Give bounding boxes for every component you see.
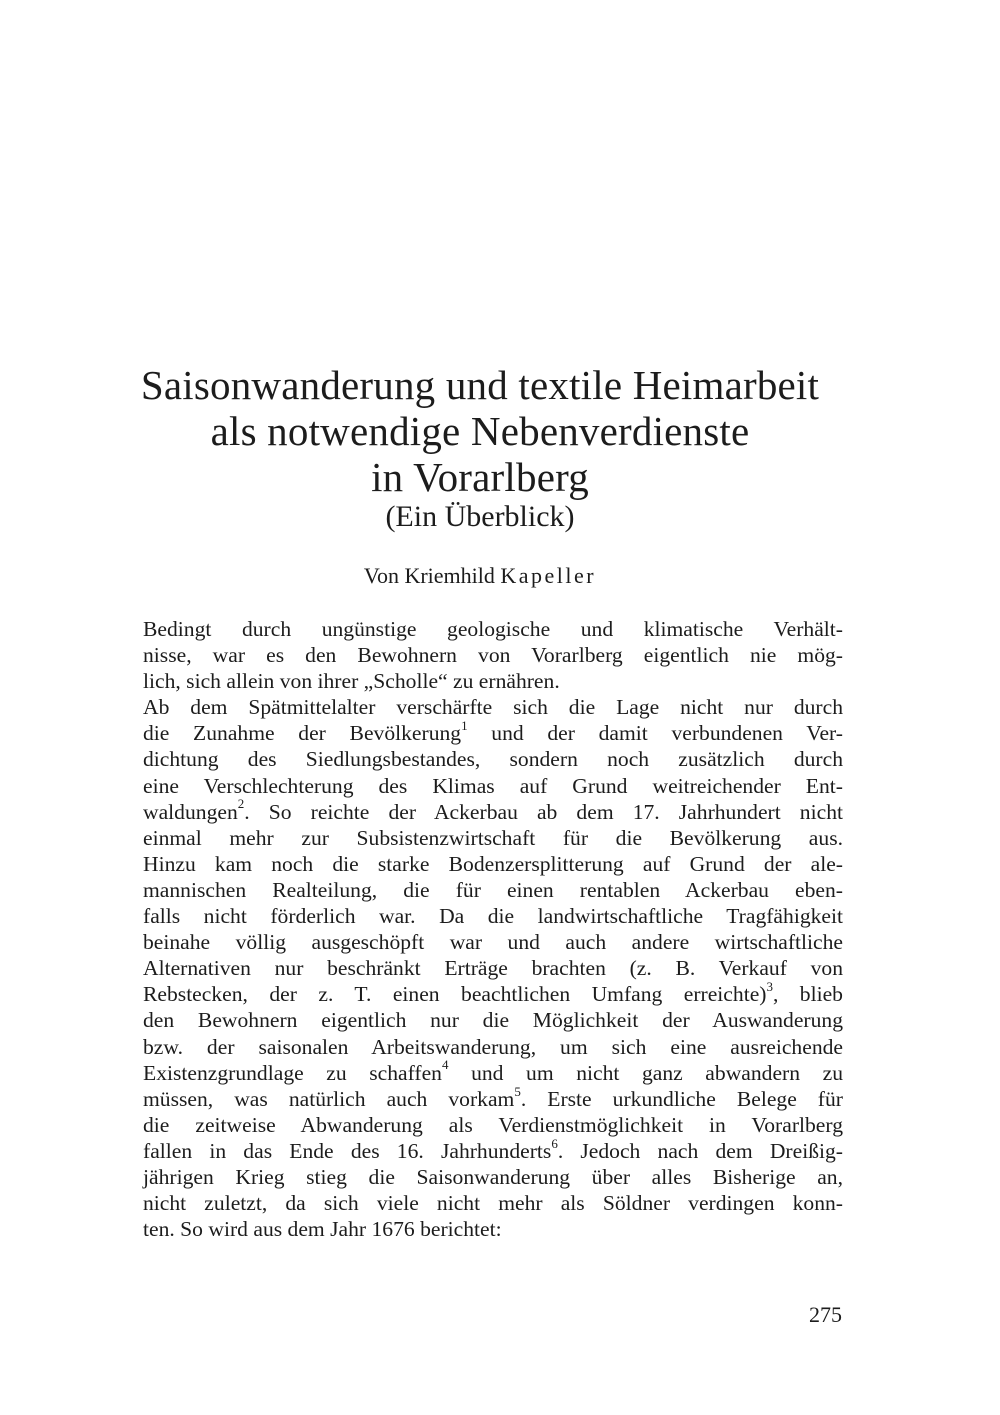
text-line: nisse, war es den Bewohnern von Vorarlberg eigentlich nie mög-	[143, 643, 843, 668]
text-line: müssen, was natürlich auch vorkam$^5$. Erste urkundliche Belege für	[143, 1083, 843, 1111]
text-line: beinahe völlig ausgeschöpft war und auch andere wirtschaftliche	[143, 930, 843, 955]
footnote-ref-3: 3	[766, 979, 773, 995]
title-line-3: in Vorarlberg	[371, 454, 589, 500]
text-line: einmal mehr zur Subsistenzwirtschaft für die Bevölkerung aus.	[143, 825, 843, 850]
text-line: Bedingt durch ungünstige geologische und klimatische Verhält-	[143, 617, 843, 641]
text-line: die Zunahme der Bevölkerung$^1$ und der damit verbundenen Ver-	[143, 718, 843, 746]
article-title-block	[100, 362, 860, 536]
text-line: Rebstecken, der z. T. einen beachtlichen Umfang erreichte)$^3$, blieb	[143, 979, 843, 1007]
paragraph-1	[117, 616, 843, 694]
title-line-1: Saisonwanderung und textile Heimarbeit	[140, 362, 820, 408]
text-line: lich, sich allein von ihrer „Scholle“ zu ernähren.	[143, 669, 560, 694]
text-line: waldungen$^2$. So reichte der Ackerbau ab dem 17. Jahrhundert nicht	[143, 796, 843, 824]
text-line: ten. So wird aus dem Jahr 1676 berichtet:	[143, 1217, 502, 1242]
text-line: falls nicht förderlich war. Da die landwirtschaftliche Tragfähigkeit	[143, 904, 843, 929]
text-line: den Bewohnern eigentlich nur die Möglichkeit der Auswanderung	[143, 1008, 843, 1033]
footnote-ref-1: 1	[461, 718, 468, 734]
footnote-ref-5: 5	[514, 1083, 521, 1099]
text-line: nicht zuletzt, da sich viele nicht mehr als Söldner verdingen konn-	[143, 1191, 843, 1216]
text-line: bzw. der saisonalen Arbeitswanderung, um sich eine ausreichende	[143, 1034, 843, 1059]
author-prefix: Von Kriemhild	[363, 563, 495, 588]
article-body	[117, 616, 843, 1242]
text-line: mannischen Realteilung, die für einen rentablen Ackerbau eben-	[143, 877, 843, 902]
text-line: Ab dem Spätmittelalter verschärfte sich die Lage nicht nur durch	[143, 695, 843, 720]
page-number: 275	[809, 1302, 842, 1327]
text-line: Existenzgrundlage zu schaffen$^4$ und um nicht ganz abwandern zu	[143, 1057, 843, 1085]
text-line: eine Verschlechterung des Klimas auf Grund weitreichender Ent-	[143, 773, 843, 798]
text-line: Hinzu kam noch die starke Bodenzersplitterung auf Grund der ale-	[143, 851, 843, 876]
text-line: die zeitweise Abwanderung als Verdienstmöglichkeit in Vorarlberg	[143, 1112, 843, 1137]
text-line: Alternativen nur beschränkt Erträge brachten (z. B. Verkauf von	[143, 956, 843, 981]
author-byline	[100, 562, 860, 590]
title-line-2: als notwendige Nebenverdienste	[210, 408, 750, 454]
author-surname: Kapeller	[500, 563, 597, 588]
paragraph-2	[117, 694, 843, 1242]
text-line: jährigen Krieg stieg die Saisonwanderung über alles Bisherige an,	[143, 1164, 843, 1189]
footnote-ref-4: 4	[441, 1057, 449, 1073]
footnote-ref-2: 2	[237, 796, 245, 812]
text-line: fallen in das Ende des 16. Jahrhunderts$^6$. Jedoch nach dem Dreißig-	[143, 1135, 843, 1163]
text-line: dichtung des Siedlungsbestandes, sondern noch zusätzlich durch	[143, 747, 843, 772]
article-subtitle: (Ein Überblick)	[385, 500, 575, 533]
footnote-ref-6: 6	[551, 1135, 558, 1151]
